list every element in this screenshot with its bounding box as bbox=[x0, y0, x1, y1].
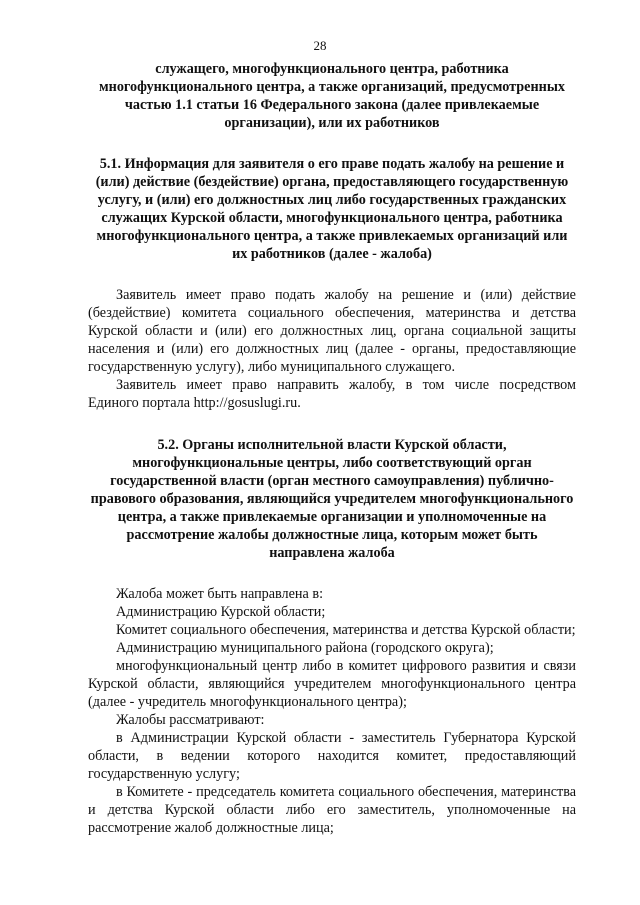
section-5-1-heading: 5.1. Информация для заявителя о его праве подать жалобу на решение и (или) действие (бездействие) органа, предоставляющего государственную услугу, и (или) его должностных лиц либо государственных гражданских служащих Курской области, многофункционального центра, работника многофункционального центра, а также привлекаемых организаций или их работников (далее - жалоба) bbox=[95, 156, 569, 262]
section-5-2-paragraph: Комитет социального обеспечения, материнства и детства Курской области; bbox=[116, 622, 576, 638]
spacer bbox=[88, 412, 576, 436]
section-5-1-paragraph: Заявитель имеет право направить жалобу, в том числе посредством Единого портала http://gosuslugi.ru. bbox=[88, 377, 576, 411]
section-5-2-paragraph: Администрацию муниципального района (городского округа); bbox=[116, 640, 494, 656]
intro-heading: служащего, многофункционального центра, работника многофункционального центра, а также организаций, предусмотренных частью 1.1 статьи 16 Федерального закона (далее привлекаемые организации), или их работников bbox=[99, 61, 565, 131]
spacer bbox=[88, 562, 576, 585]
spacer bbox=[88, 263, 576, 286]
page-number: 28 bbox=[313, 38, 327, 53]
section-5-2-paragraph: в Администрации Курской области - заместитель Губернатора Курской области, в ведении которого находится комитет, предоставляющий государственную услугу; bbox=[88, 730, 576, 782]
spacer bbox=[88, 132, 576, 155]
section-5-1-paragraph: Заявитель имеет право подать жалобу на решение и (или) действие (бездействие) комитета социального обеспечения, материнства и детства Курской области и (или) его должностных лиц, органа социальной защиты населения и (или) его должностных лиц (далее - органы, предоставляющие государственную услугу), либо муниципального служащего. bbox=[88, 287, 576, 375]
section-5-2-paragraph: многофункциональный центр либо в комитет цифрового развития и связи Курской области, являющийся учредителем многофункционального центра (далее - учредитель многофункционального центра); bbox=[88, 658, 576, 710]
section-5-2-paragraph: Жалобы рассматривают: bbox=[116, 712, 265, 728]
section-5-2-heading: 5.2. Органы исполнительной власти Курской области, многофункциональные центры, либо соответствующий орган государственной власти (орган местного самоуправления) публично-правового образования, являющийся учредителем многофункционального центра, а также привлекаемые организации и уполномоченные на рассмотрение жалобы должностные лица, которым может быть направлена жалоба bbox=[90, 437, 574, 561]
section-5-2-paragraph: Администрацию Курской области; bbox=[116, 604, 326, 620]
page-content bbox=[88, 60, 576, 837]
section-5-2-paragraph: Жалоба может быть направлена в: bbox=[116, 586, 324, 602]
section-5-2-paragraph: в Комитете - председатель комитета социального обеспечения, материнства и детства Курской области либо его заместитель, уполномоченные на рассмотрение жалоб должностные лица; bbox=[88, 784, 576, 836]
